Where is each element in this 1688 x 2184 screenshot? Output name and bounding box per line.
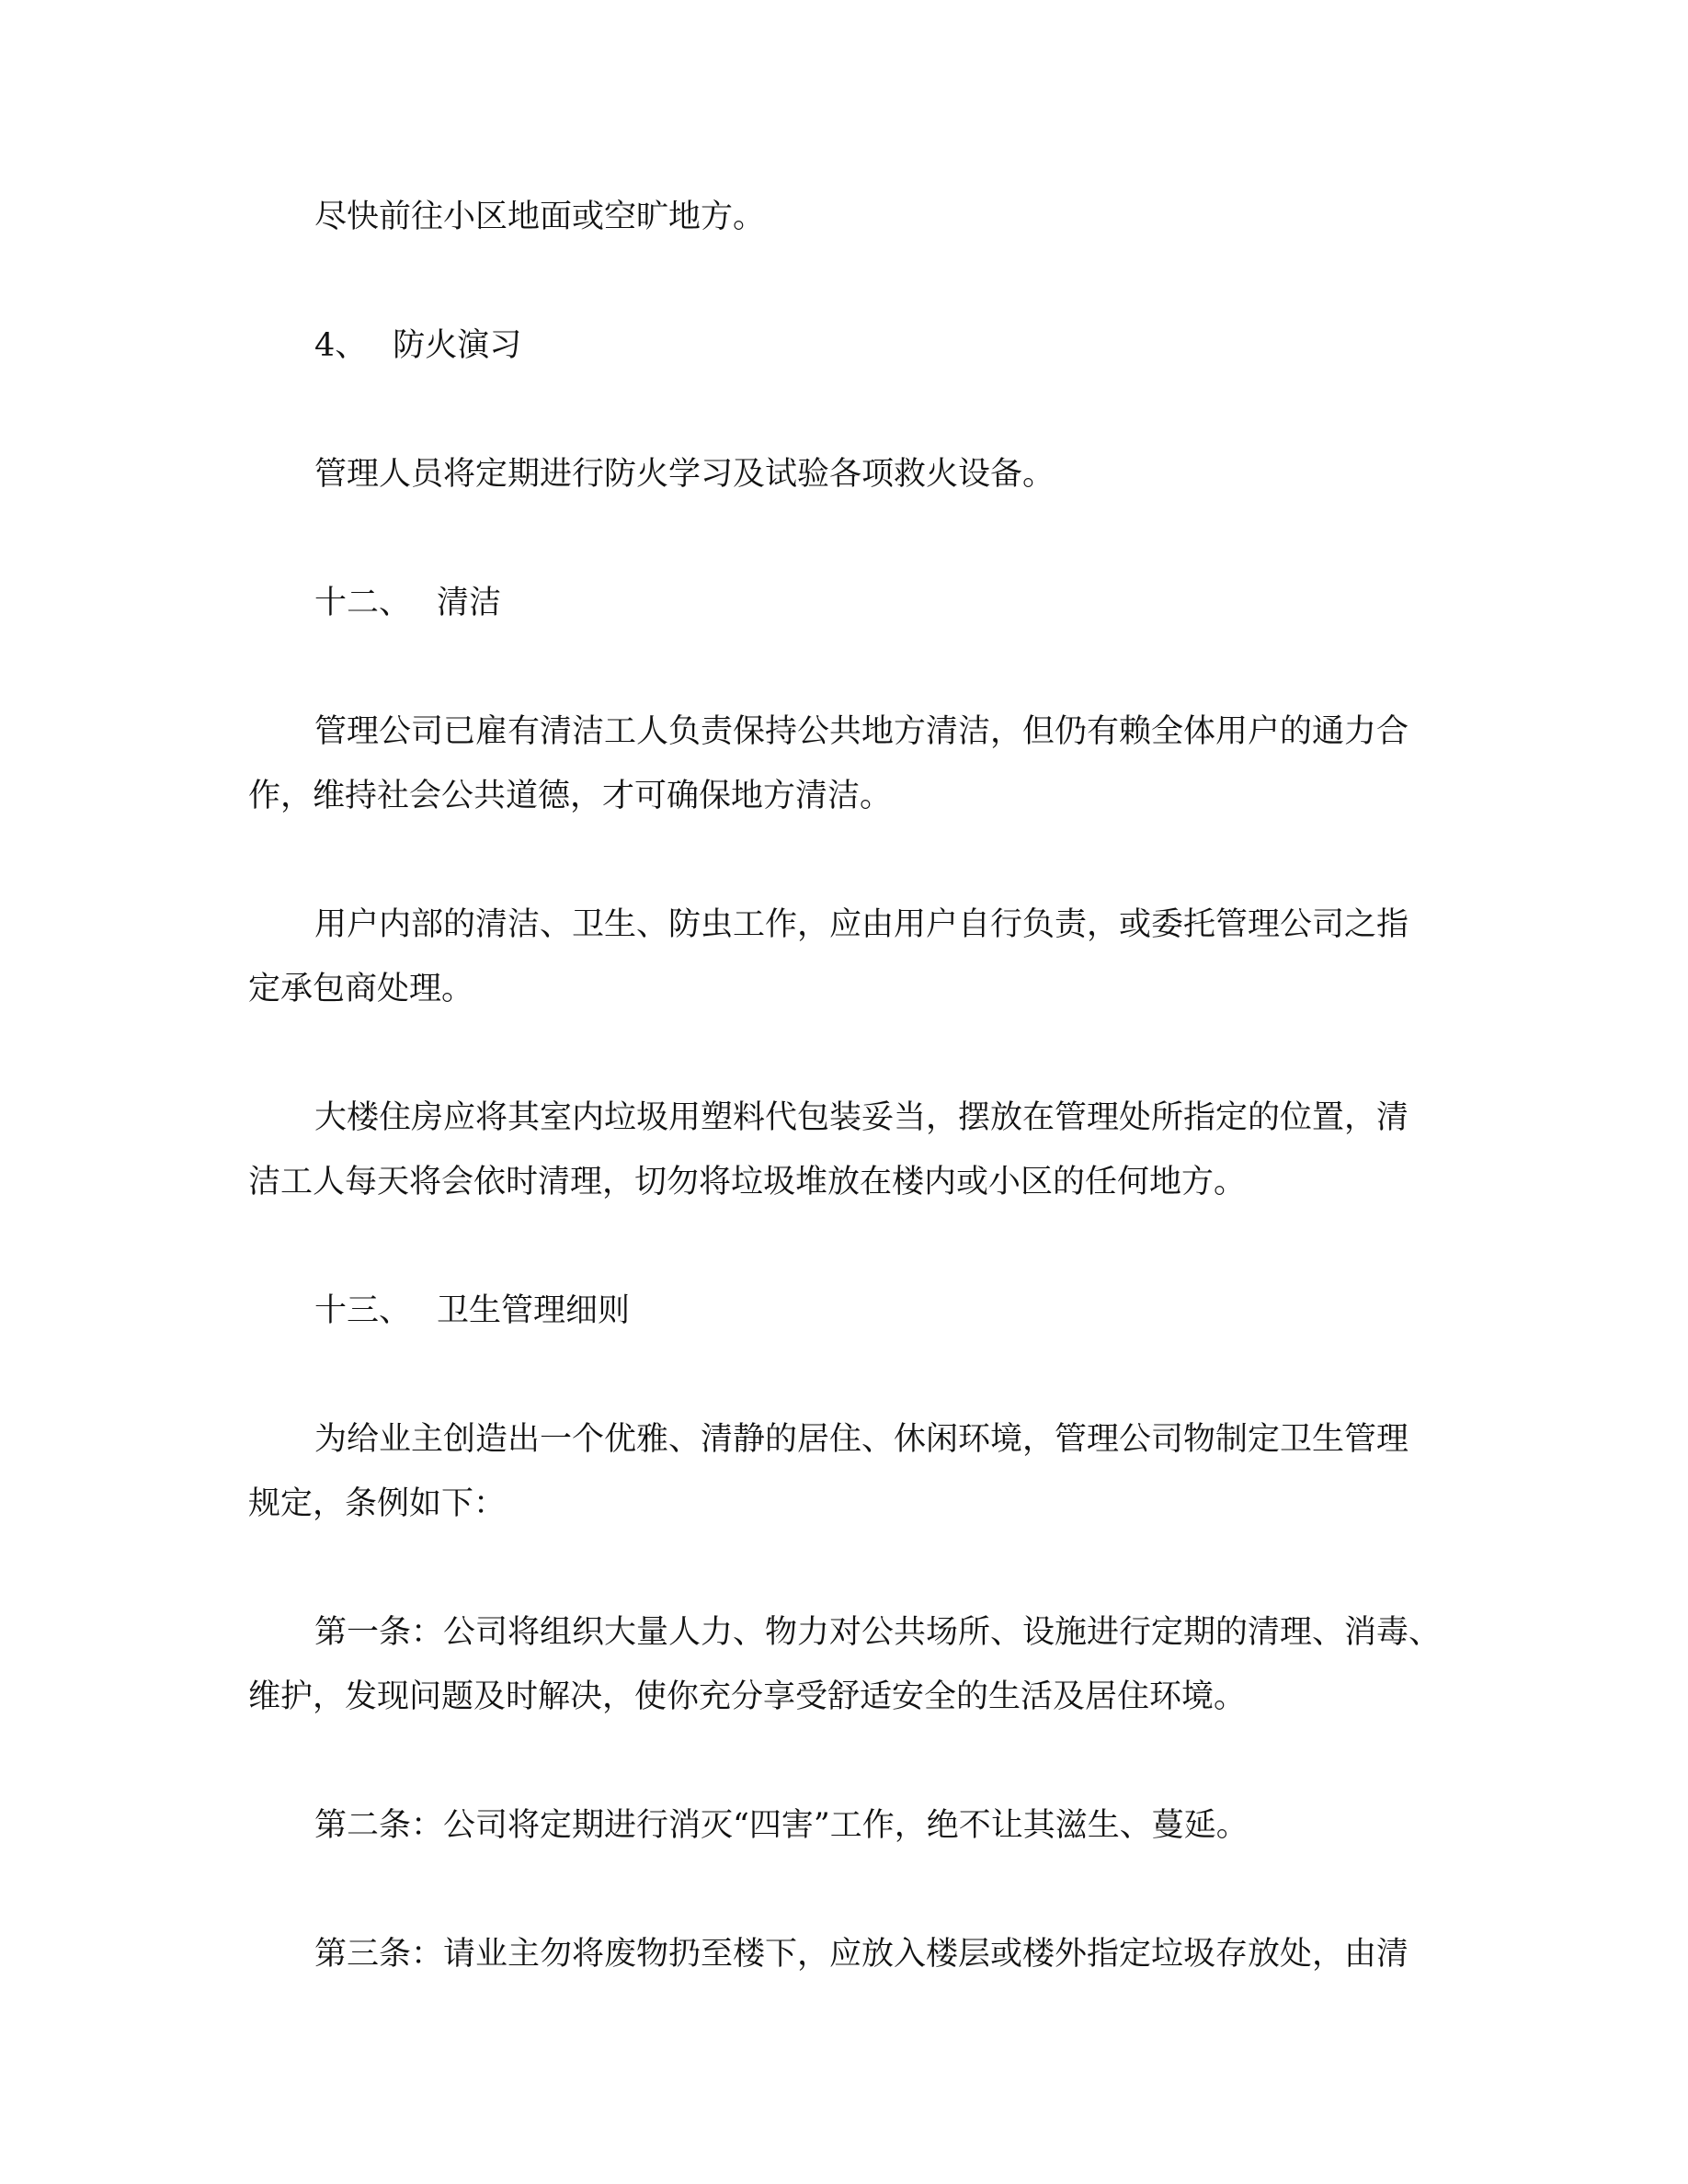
paragraph-line: 规定，条例如下： — [248, 1485, 507, 1522]
paragraph-line: 管理公司已雇有清洁工人负责保持公共地方清洁，但仍有赖全体用户的通力合 — [314, 713, 1409, 750]
paragraph-line: 尽快前往小区地面或空旷地方。 — [314, 199, 766, 235]
paragraph-line: 为给业主创造出一个优雅、清静的居住、休闲环境，管理公司物制定卫生管理 — [314, 1421, 1409, 1458]
paragraph-line: 洁工人每天将会依时清理，切勿将垃圾堆放在楼内或小区的任何地方。 — [248, 1164, 1247, 1200]
heading-title: 防火演习 — [393, 327, 522, 364]
paragraph-line: 管理人员将定期进行防火学习及试验各项救火设备。 — [314, 456, 1055, 493]
heading-title: 清洁 — [437, 585, 502, 621]
heading-number: 十二、 — [314, 585, 412, 621]
heading-number: 十三、 — [314, 1292, 412, 1329]
section-heading-12 — [314, 581, 501, 625]
paragraph-line: 第三条：请业主勿将废物扔至楼下，应放入楼层或楼外指定垃圾存放处，由清 — [314, 1936, 1409, 1973]
paragraph-line: 第一条：公司将组织大量人力、物力对公共场所、设施进行定期的清理、消毒、 — [314, 1614, 1442, 1651]
section-heading-13 — [314, 1289, 630, 1333]
paragraph-line: 第二条：公司将定期进行消灭“四害”工作，绝不让其滋生、蔓延。 — [314, 1807, 1249, 1844]
heading-title: 卫生管理细则 — [437, 1292, 631, 1329]
paragraph-line: 大楼住房应将其室内垃圾用塑料代包装妥当，摆放在管理处所指定的位置，清 — [314, 1099, 1409, 1136]
section-heading-4 — [314, 324, 521, 368]
paragraph-line: 作，维持社会公共道德，才可确保地方清洁。 — [248, 778, 893, 814]
paragraph-line: 定承包商处理。 — [248, 971, 474, 1007]
heading-number: 4、 — [314, 327, 368, 364]
paragraph-line: 用户内部的清洁、卫生、防虫工作，应由用户自行负责，或委托管理公司之指 — [314, 906, 1409, 943]
paragraph-line: 维护，发现问题及时解决，使你充分享受舒适安全的生活及居住环境。 — [248, 1678, 1247, 1715]
